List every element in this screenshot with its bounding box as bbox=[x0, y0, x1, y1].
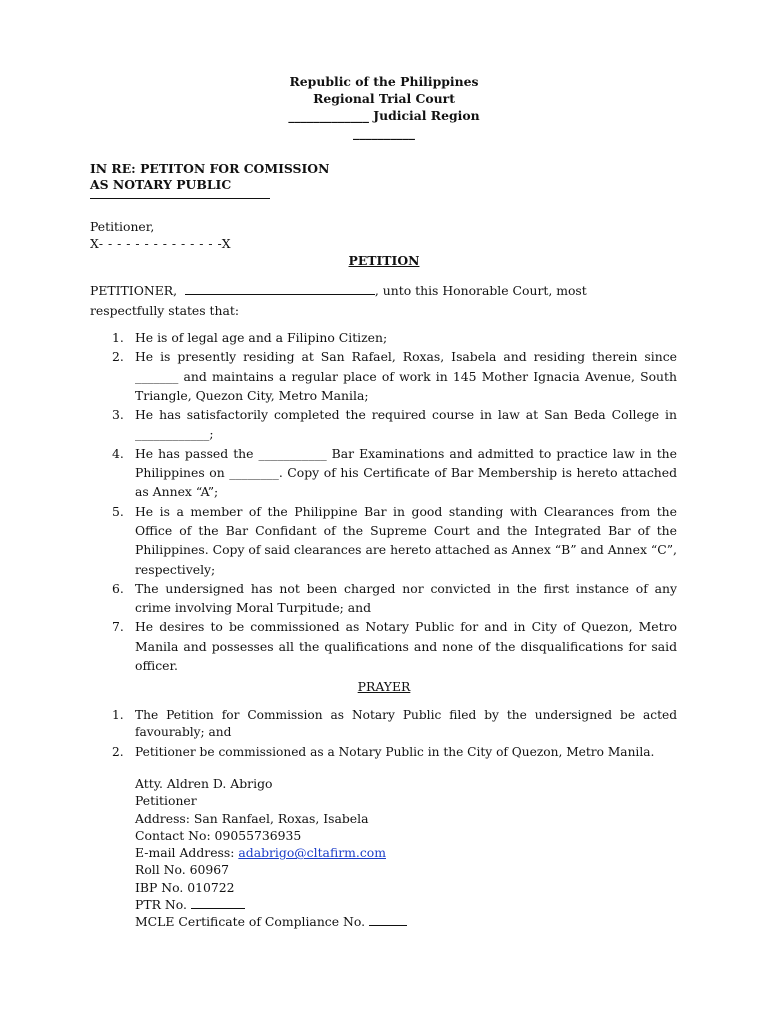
allegation-item bbox=[90, 617, 677, 675]
allegation-item-number: 1. bbox=[112, 330, 124, 345]
ptr-label: PTR No. bbox=[135, 897, 191, 913]
allegation-item bbox=[90, 328, 677, 347]
allegation-item-number: 5. bbox=[112, 503, 124, 519]
allegations-list bbox=[90, 328, 677, 675]
header-republic: Republic of the Philippines bbox=[289, 74, 479, 89]
prayer-item-text: Petitioner be commissioned as a Notary Public in the City of Quezon, Metro Manila. bbox=[135, 745, 655, 759]
allegation-item bbox=[90, 347, 677, 405]
allegation-item-number: 2. bbox=[112, 349, 124, 365]
case-caption bbox=[90, 161, 329, 193]
header-region: _____________ Judicial Region bbox=[288, 108, 480, 123]
signatory-contact: Contact No: 09055736935 bbox=[135, 827, 302, 843]
prayer-item-number: 1. bbox=[112, 708, 124, 722]
petitioner-label: Petitioner, bbox=[90, 219, 155, 234]
petitioner-name-blank bbox=[185, 281, 375, 295]
allegation-item-text: He is presently residing at San Rafael, Roxas, Isabela and residing therein since _______ and maintains a regular place of work in 145 Mother Ignacia Avenue, South Triangle, Quezon City, Metro Manila; bbox=[135, 349, 677, 403]
intro-paragraph bbox=[90, 281, 677, 321]
prayer-title: PRAYER bbox=[357, 679, 411, 694]
allegation-item-text: The undersigned has not been charged nor convicted in the first instance of any crime involving Moral Turpitude; and bbox=[135, 580, 677, 616]
signatory-mcle-row bbox=[135, 913, 407, 930]
header-court: Regional Trial Court bbox=[313, 91, 455, 106]
signatory-address: Address: San Ranfael, Roxas, Isabela bbox=[135, 810, 369, 826]
court-header bbox=[0, 73, 768, 141]
signatory-email-row bbox=[135, 844, 407, 861]
signature-block bbox=[135, 775, 407, 931]
caption-line-2: AS NOTARY PUBLIC bbox=[90, 177, 232, 192]
allegation-item-text: He has satisfactorily completed the required course in law at San Beda College in ____________; bbox=[135, 407, 677, 442]
header-branch-blank: __________ bbox=[353, 125, 415, 140]
caption-x-line: X- - - - - - - - - - - - - -X bbox=[90, 236, 232, 251]
caption-line-1: IN RE: PETITON FOR COMISSION bbox=[90, 161, 330, 176]
intro-continued: , unto this Honorable Court, most bbox=[374, 283, 587, 298]
signatory-ibp: IBP No. 010722 bbox=[135, 879, 235, 895]
allegation-item bbox=[90, 502, 677, 579]
allegation-item-text: He is a member of the Philippine Bar in good standing with Clearances from the Office of the Bar Confidant of the Supreme Court and the Integrated Bar of the Philippines. Copy of said clearances are hereto attached as Annex “B” and Annex “C”, respectively; bbox=[135, 503, 677, 577]
prayer-item-number: 2. bbox=[112, 745, 124, 759]
signatory-name: Atty. Aldren D. Abrigo bbox=[135, 776, 273, 791]
allegation-item-number: 7. bbox=[112, 619, 124, 635]
prayer-item bbox=[90, 744, 677, 761]
signatory-roll: Roll No. 60967 bbox=[135, 862, 230, 878]
intro-petitioner-word: PETITIONER, bbox=[90, 283, 178, 298]
allegation-item bbox=[90, 444, 677, 502]
allegation-item-number: 3. bbox=[112, 407, 124, 423]
ptr-blank bbox=[191, 896, 245, 909]
allegation-item bbox=[90, 579, 677, 618]
allegation-item-number: 6. bbox=[112, 580, 124, 596]
mcle-blank bbox=[369, 913, 407, 926]
allegation-item bbox=[90, 405, 677, 444]
prayer-item-text: The Petition for Commission as Notary Public filed by the undersigned be acted favourably; and bbox=[135, 708, 677, 739]
allegation-item-text: He is of legal age and a Filipino Citizen; bbox=[135, 330, 388, 345]
signatory-role: Petitioner bbox=[135, 793, 197, 809]
intro-line-2: respectfully states that: bbox=[90, 303, 240, 318]
caption-name-blank bbox=[90, 198, 270, 199]
allegation-item-text: He desires to be commissioned as Notary Public for and in City of Quezon, Metro Manila and possesses all the qualifications and none of the disqualifications for said officer. bbox=[135, 619, 677, 674]
email-link[interactable]: adabrigo@cltafirm.com bbox=[238, 845, 386, 861]
signatory-ptr-row bbox=[135, 896, 407, 913]
prayer-list bbox=[90, 707, 677, 764]
email-label: E-mail Address: bbox=[135, 845, 239, 861]
allegation-item-text: He has passed the ___________ Bar Examinations and admitted to practice law in the Philippines on ________. Copy of his Certificate of Bar Membership is hereto attached as Annex “A”; bbox=[135, 445, 677, 500]
allegation-item-number: 4. bbox=[112, 445, 124, 461]
mcle-label: MCLE Certificate of Compliance No. bbox=[135, 914, 369, 930]
prayer-item bbox=[90, 707, 677, 741]
petition-title: PETITION bbox=[348, 253, 420, 268]
